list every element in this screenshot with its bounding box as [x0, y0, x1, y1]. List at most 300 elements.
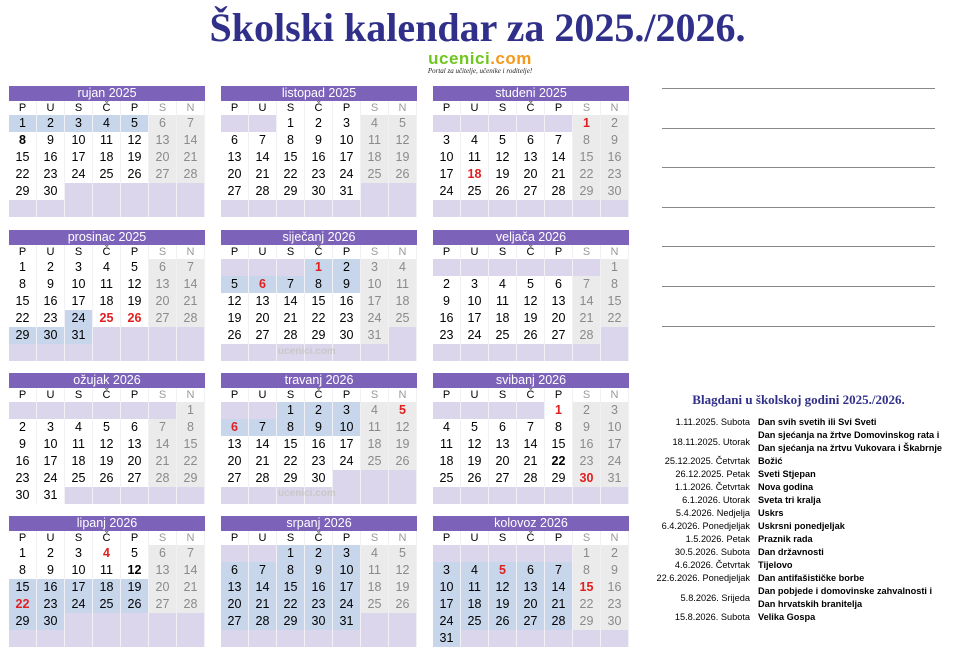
month-title: rujan 2025 [9, 86, 205, 101]
day-cell: 21 [249, 596, 277, 613]
empty-cell [93, 630, 121, 647]
day-cell: 29 [277, 183, 305, 200]
empty-cell [93, 183, 121, 200]
holiday-row [648, 572, 953, 585]
day-cell: 3 [65, 545, 93, 562]
day-cell: 9 [305, 132, 333, 149]
weekday-label: N [177, 531, 205, 545]
day-cell: 12 [389, 419, 417, 436]
empty-cell [361, 183, 389, 200]
day-cell: 16 [601, 149, 629, 166]
day-cell: 22 [601, 310, 629, 327]
holiday-row [648, 559, 953, 572]
day-cell: 5 [389, 545, 417, 562]
empty-cell [433, 115, 461, 132]
day-cell: 18 [361, 149, 389, 166]
day-cell: 6 [249, 276, 277, 293]
weekday-label: U [461, 245, 489, 259]
holiday-name-line: Velika Gospa [758, 612, 816, 622]
holiday-name [758, 429, 953, 455]
day-cell: 6 [545, 276, 573, 293]
note-line [662, 167, 935, 168]
day-cell: 6 [121, 419, 149, 436]
empty-cell [221, 630, 249, 647]
day-cell: 25 [361, 166, 389, 183]
day-cell: 23 [305, 166, 333, 183]
day-cell: 29 [573, 613, 601, 630]
empty-cell [573, 200, 601, 217]
holiday-name [758, 572, 953, 585]
holiday-date: 30.5.2026. Subota [674, 547, 750, 557]
empty-cell [149, 183, 177, 200]
holiday-row [648, 520, 953, 533]
day-cell: 26 [389, 166, 417, 183]
weekday-label: N [177, 388, 205, 402]
day-cell: 24 [601, 453, 629, 470]
day-cell: 21 [545, 166, 573, 183]
day-cell: 14 [249, 149, 277, 166]
holiday-name-line: Dan svih svetih ili Svi Sveti [758, 417, 877, 427]
day-cell: 14 [517, 436, 545, 453]
day-cell: 17 [433, 596, 461, 613]
day-cell: 15 [601, 293, 629, 310]
holiday-name [758, 559, 953, 572]
day-cell: 4 [65, 419, 93, 436]
empty-cell [221, 259, 249, 276]
weekday-label: N [389, 531, 417, 545]
weekday-label: Č [517, 245, 545, 259]
day-cell: 27 [517, 183, 545, 200]
empty-cell [489, 259, 517, 276]
empty-cell [149, 402, 177, 419]
day-cell: 17 [37, 453, 65, 470]
empty-cell [489, 200, 517, 217]
month-calendar [9, 373, 205, 504]
day-cell: 23 [601, 166, 629, 183]
day-cell: 25 [93, 596, 121, 613]
day-cell: 2 [305, 545, 333, 562]
empty-cell [333, 487, 361, 504]
empty-cell [489, 344, 517, 361]
day-cell: 10 [333, 419, 361, 436]
weekday-label: S [573, 101, 601, 115]
weekday-label: S [277, 531, 305, 545]
empty-cell [121, 327, 149, 344]
day-cell: 2 [305, 115, 333, 132]
weekday-label: U [249, 531, 277, 545]
day-cell: 10 [601, 419, 629, 436]
empty-cell [573, 487, 601, 504]
empty-cell [361, 344, 389, 361]
day-cell: 19 [389, 436, 417, 453]
day-cell: 23 [305, 596, 333, 613]
weekday-label: P [9, 531, 37, 545]
day-cell: 19 [389, 149, 417, 166]
empty-cell [461, 402, 489, 419]
day-cell: 27 [517, 613, 545, 630]
month-title: prosinac 2025 [9, 230, 205, 245]
day-cell: 31 [37, 487, 65, 504]
empty-cell [221, 344, 249, 361]
day-cell: 31 [333, 613, 361, 630]
day-cell: 18 [433, 453, 461, 470]
day-cell: 20 [149, 293, 177, 310]
weekday-label: P [433, 388, 461, 402]
day-cell: 15 [573, 149, 601, 166]
weekday-label: Č [93, 245, 121, 259]
day-cell: 30 [37, 613, 65, 630]
empty-cell [9, 402, 37, 419]
weekday-label: S [573, 388, 601, 402]
day-cell: 8 [9, 562, 37, 579]
day-cell: 16 [37, 293, 65, 310]
holiday-name [758, 416, 953, 429]
day-cell: 13 [221, 149, 249, 166]
day-cell: 28 [177, 166, 205, 183]
day-cell: 31 [333, 183, 361, 200]
day-cell: 23 [37, 310, 65, 327]
holiday-name [758, 507, 953, 520]
day-cell: 20 [149, 579, 177, 596]
day-cell: 5 [389, 402, 417, 419]
day-cell: 7 [177, 115, 205, 132]
day-cell: 2 [9, 419, 37, 436]
day-cell: 26 [121, 166, 149, 183]
empty-cell [433, 344, 461, 361]
day-cell: 11 [93, 132, 121, 149]
day-cell: 11 [93, 562, 121, 579]
weekday-label: U [249, 388, 277, 402]
day-cell: 23 [601, 596, 629, 613]
day-cell: 5 [489, 562, 517, 579]
day-cell: 7 [277, 276, 305, 293]
day-cell: 12 [121, 132, 149, 149]
day-cell: 8 [9, 132, 37, 149]
empty-cell [461, 487, 489, 504]
note-line [662, 207, 935, 208]
empty-cell [389, 344, 417, 361]
day-cell: 1 [277, 545, 305, 562]
holiday-date: 1.1.2026. Četvrtak [674, 482, 750, 492]
empty-cell [517, 402, 545, 419]
day-cell: 28 [177, 310, 205, 327]
weekday-label: Č [93, 101, 121, 115]
weekday-label: N [177, 101, 205, 115]
brand-logo [380, 50, 580, 75]
note-line [662, 326, 935, 327]
day-cell: 26 [93, 470, 121, 487]
holiday-name-line: Dan državnosti [758, 547, 824, 557]
day-cell: 27 [149, 596, 177, 613]
day-cell: 16 [37, 579, 65, 596]
day-cell: 25 [65, 470, 93, 487]
empty-cell [361, 613, 389, 630]
day-cell: 9 [37, 562, 65, 579]
day-cell: 14 [573, 293, 601, 310]
empty-cell [461, 344, 489, 361]
empty-cell [149, 630, 177, 647]
day-cell: 7 [177, 259, 205, 276]
day-cell: 22 [573, 596, 601, 613]
day-cell: 3 [65, 115, 93, 132]
weekday-label: S [149, 101, 177, 115]
empty-cell [149, 487, 177, 504]
day-cell: 5 [121, 259, 149, 276]
weekday-label: N [389, 388, 417, 402]
holiday-name [758, 481, 953, 494]
day-cell: 11 [389, 276, 417, 293]
day-cell: 4 [361, 545, 389, 562]
weekday-label: P [433, 101, 461, 115]
day-cell: 16 [9, 453, 37, 470]
watermark: ucenici.com [278, 488, 336, 499]
month-calendar [433, 373, 629, 504]
holiday-name [758, 533, 953, 546]
day-cell: 4 [93, 115, 121, 132]
empty-cell [277, 200, 305, 217]
weekday-label: Č [305, 531, 333, 545]
day-cell: 2 [37, 545, 65, 562]
day-cell: 6 [517, 562, 545, 579]
day-cell: 1 [601, 259, 629, 276]
day-cell: 22 [305, 310, 333, 327]
empty-cell [9, 344, 37, 361]
empty-cell [9, 200, 37, 217]
day-cell: 9 [573, 419, 601, 436]
day-cell: 1 [9, 545, 37, 562]
day-cell: 18 [489, 310, 517, 327]
day-cell: 21 [177, 149, 205, 166]
day-cell: 22 [277, 453, 305, 470]
day-cell: 28 [573, 327, 601, 344]
empty-cell [361, 470, 389, 487]
day-cell: 17 [65, 293, 93, 310]
empty-cell [517, 200, 545, 217]
empty-cell [461, 545, 489, 562]
day-cell: 12 [517, 293, 545, 310]
month-calendar [9, 86, 205, 217]
holiday-row [648, 507, 953, 520]
day-cell: 10 [65, 132, 93, 149]
day-cell: 2 [305, 402, 333, 419]
day-cell: 8 [573, 132, 601, 149]
day-cell: 18 [389, 293, 417, 310]
day-cell: 19 [461, 453, 489, 470]
holiday-row [648, 429, 953, 455]
empty-cell [489, 545, 517, 562]
day-cell: 6 [221, 562, 249, 579]
weekday-label: P [333, 245, 361, 259]
empty-cell [149, 613, 177, 630]
note-line [662, 128, 935, 129]
day-cell: 28 [517, 470, 545, 487]
day-cell: 25 [489, 327, 517, 344]
empty-cell [65, 344, 93, 361]
day-cell: 16 [37, 149, 65, 166]
empty-cell [545, 487, 573, 504]
day-cell: 8 [545, 419, 573, 436]
empty-cell [121, 487, 149, 504]
holiday-name-line: Dan pobjede i domovinske zahvalnosti i [758, 586, 933, 596]
empty-cell [489, 630, 517, 647]
day-cell: 14 [545, 149, 573, 166]
day-cell: 6 [149, 259, 177, 276]
day-cell: 24 [361, 310, 389, 327]
empty-cell [545, 344, 573, 361]
empty-cell [333, 470, 361, 487]
day-cell: 18 [361, 579, 389, 596]
day-cell: 24 [65, 596, 93, 613]
empty-cell [93, 200, 121, 217]
month-title: srpanj 2026 [221, 516, 417, 531]
empty-cell [249, 402, 277, 419]
weekday-label: P [221, 531, 249, 545]
day-cell: 13 [149, 132, 177, 149]
day-cell: 20 [517, 596, 545, 613]
day-cell: 6 [517, 132, 545, 149]
holiday-name-line: Nova godina [758, 482, 814, 492]
day-cell: 21 [149, 453, 177, 470]
empty-cell [93, 487, 121, 504]
holidays-list [648, 416, 953, 624]
day-cell: 7 [545, 562, 573, 579]
day-cell: 28 [545, 613, 573, 630]
empty-cell [37, 630, 65, 647]
holiday-row [648, 585, 953, 611]
holiday-date: 1.11.2025. Subota [675, 417, 750, 427]
day-cell: 10 [37, 436, 65, 453]
day-cell: 3 [433, 562, 461, 579]
day-cell: 13 [517, 149, 545, 166]
empty-cell [93, 613, 121, 630]
holiday-date: 25.12.2025. Četvrtak [664, 456, 750, 466]
weekday-label: S [361, 388, 389, 402]
day-cell: 16 [305, 436, 333, 453]
empty-cell [545, 545, 573, 562]
day-cell: 20 [489, 453, 517, 470]
empty-cell [461, 259, 489, 276]
empty-cell [433, 545, 461, 562]
month-calendar [221, 230, 417, 361]
empty-cell [37, 402, 65, 419]
empty-cell [149, 327, 177, 344]
day-cell: 24 [433, 183, 461, 200]
month-title: siječanj 2026 [221, 230, 417, 245]
day-cell: 7 [249, 419, 277, 436]
day-cell: 19 [489, 166, 517, 183]
month-title: ožujak 2026 [9, 373, 205, 388]
holiday-name-line: Sveti Stjepan [758, 469, 816, 479]
day-cell: 5 [121, 115, 149, 132]
empty-cell [9, 630, 37, 647]
day-cell: 21 [177, 293, 205, 310]
holiday-name-line: Dan hrvatskih branitelja [758, 599, 863, 609]
holiday-date: 22.6.2026. Ponedjeljak [656, 573, 750, 583]
day-cell: 10 [433, 149, 461, 166]
day-cell: 24 [461, 327, 489, 344]
day-cell: 18 [65, 453, 93, 470]
day-cell: 2 [601, 545, 629, 562]
empty-cell [433, 487, 461, 504]
empty-cell [389, 630, 417, 647]
holiday-date: 1.5.2026. Petak [685, 534, 750, 544]
day-cell: 12 [121, 562, 149, 579]
day-cell: 16 [305, 579, 333, 596]
day-cell: 11 [361, 562, 389, 579]
weekday-label: P [333, 531, 361, 545]
weekday-label: Č [93, 388, 121, 402]
day-cell: 27 [249, 327, 277, 344]
brand-name: ucenici [428, 49, 491, 68]
day-cell: 29 [9, 183, 37, 200]
day-cell: 12 [461, 436, 489, 453]
day-cell: 24 [333, 166, 361, 183]
day-cell: 6 [221, 419, 249, 436]
day-cell: 15 [573, 579, 601, 596]
weekday-label: P [433, 245, 461, 259]
day-cell: 12 [93, 436, 121, 453]
day-cell: 27 [121, 470, 149, 487]
note-line [662, 88, 935, 89]
weekday-label: N [601, 531, 629, 545]
weekday-label: Č [305, 388, 333, 402]
empty-cell [65, 402, 93, 419]
empty-cell [489, 402, 517, 419]
day-cell: 8 [177, 419, 205, 436]
day-cell: 1 [573, 115, 601, 132]
day-cell: 9 [37, 132, 65, 149]
empty-cell [573, 259, 601, 276]
empty-cell [489, 487, 517, 504]
empty-cell [517, 115, 545, 132]
holiday-name [758, 585, 953, 611]
day-cell: 11 [65, 436, 93, 453]
weekday-label: U [37, 531, 65, 545]
day-cell: 26 [517, 327, 545, 344]
empty-cell [545, 115, 573, 132]
empty-cell [249, 630, 277, 647]
day-cell: 21 [249, 166, 277, 183]
weekday-label: S [573, 531, 601, 545]
day-cell: 10 [333, 132, 361, 149]
weekday-label: S [65, 531, 93, 545]
day-cell: 13 [489, 436, 517, 453]
day-cell: 13 [545, 293, 573, 310]
weekday-label: P [121, 245, 149, 259]
day-cell: 2 [433, 276, 461, 293]
day-cell: 4 [93, 259, 121, 276]
day-cell: 1 [277, 115, 305, 132]
weekday-label: S [489, 101, 517, 115]
weekday-label: N [601, 388, 629, 402]
day-cell: 12 [121, 276, 149, 293]
day-cell: 15 [177, 436, 205, 453]
empty-cell [249, 344, 277, 361]
holiday-name [758, 494, 953, 507]
day-cell: 23 [37, 596, 65, 613]
empty-cell [121, 402, 149, 419]
empty-cell [65, 630, 93, 647]
holiday-name [758, 546, 953, 559]
day-cell: 27 [221, 470, 249, 487]
day-cell: 28 [149, 470, 177, 487]
day-cell: 22 [545, 453, 573, 470]
day-cell: 30 [9, 487, 37, 504]
day-cell: 14 [177, 562, 205, 579]
empty-cell [249, 200, 277, 217]
day-cell: 28 [249, 183, 277, 200]
day-cell: 7 [517, 419, 545, 436]
